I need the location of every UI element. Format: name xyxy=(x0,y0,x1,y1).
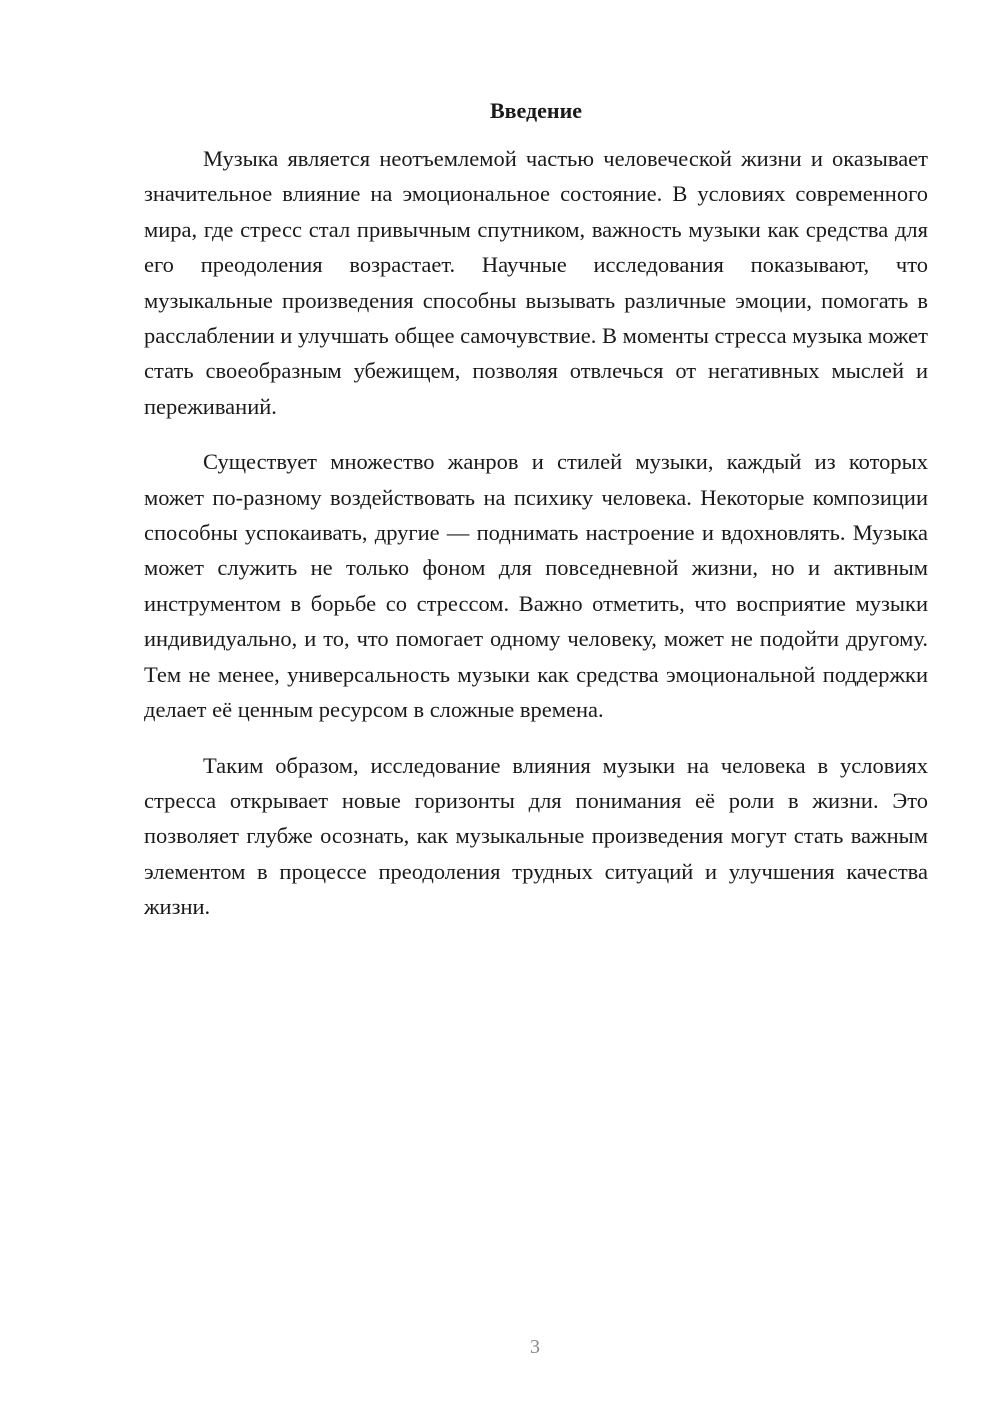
paragraph-3: Таким образом, исследование влияния музыки на человека в условиях стресса открывает новые горизонты для понимания её роли в жизни. Это позволяет глубже осознать, как музыкальные произведения могут стать важным элементом в процессе преодоления трудных ситуаций и улучшения качества жизни. xyxy=(144,752,928,920)
body-text xyxy=(144,141,928,945)
paragraph-2: Существует множество жанров и стилей музыки, каждый из которых может по-разному воздействовать на психику человека. Некоторые композиции способны успокаивать, другие — поднимать настроение и вдохновлять. Музыка может служить не только фоном для повседневной жизни, но и активным инструментом в борьбе со стрессом. Важно отметить, что восприятие музыки индивидуально, и то, что помогает одному человеку, может не подойти другому. Тем не менее, универсальность музыки как средства эмоциональной поддержки делает её ценным ресурсом в сложные времена. xyxy=(144,449,928,723)
section-heading: Введение xyxy=(489,98,583,123)
page-number: 3 xyxy=(530,1336,540,1358)
paragraph-1: Музыка является неотъемлемой частью человеческой жизни и оказывает значительное влияние на эмоциональное состояние. В условиях современного мира, где стресс стал привычным спутником, важность музыки как средства для его преодоления возрастает. Научные исследования показывают, что музыкальные произведения способны вызывать различные эмоции, помогать в расслаблении и улучшать общее самочувствие. В моменты стресса музыка может стать своеобразным убежищем, позволяя отвлечься от негативных мыслей и переживаний. xyxy=(144,146,928,419)
